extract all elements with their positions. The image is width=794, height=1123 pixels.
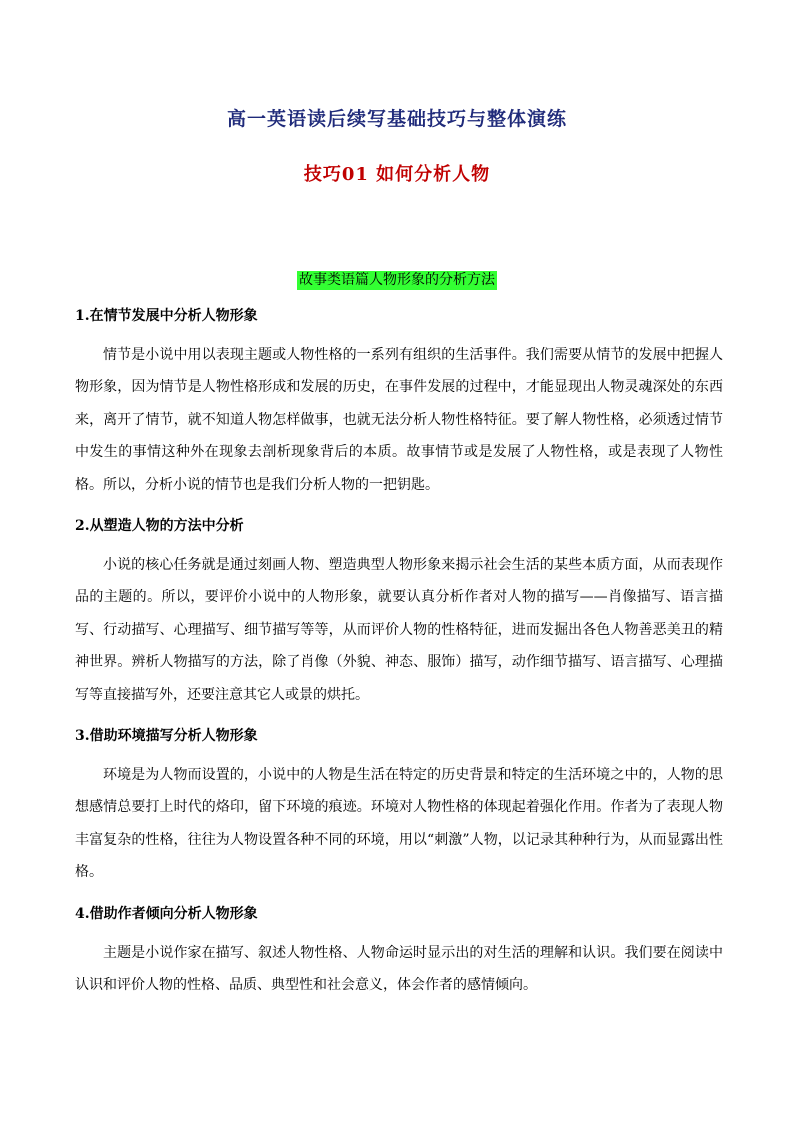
document-subtitle: 技巧01 如何分析人物 bbox=[303, 164, 491, 185]
section-1-heading: 1.在情节发展中分析人物形象 bbox=[75, 308, 258, 324]
section-heading-container bbox=[0, 269, 794, 290]
section-4 bbox=[75, 903, 723, 1002]
section-2-heading: 2.从塑造人物的方法中分析 bbox=[75, 518, 244, 535]
section-4-heading: 4.借助作者倾向分析人物形象 bbox=[75, 905, 258, 922]
document-content bbox=[75, 305, 723, 1016]
section-4-body: 主题是小说作家在描写、叙述人物性格、人物命运时显示出的对生活的理解和认识。我们要在阅读中认识和评价人物的性格、品质、典型性和社会意义，体会作者的感情倾向。 bbox=[75, 944, 723, 994]
section-3 bbox=[75, 725, 723, 889]
section-3-body: 环境是为人物而设置的，小说中的人物是生活在特定的历史背景和特定的生活环境之中的，人物的思想感情总要打上时代的烙印，留下环境的痕迹。环境对人物性格的体现起着强化作用。作者为了表现人物丰富复杂的性格，往往为人物设置各种不同的环境，用以“刺激”人物，以记录其种种行为，从而显露出性格。 bbox=[75, 767, 723, 881]
document-title: 高一英语读后续写基础技巧与整体演练 bbox=[226, 108, 567, 130]
section-3-heading: 3.借助环境描写分析人物形象 bbox=[75, 728, 258, 745]
section-2-body: 小说的核心任务就是通过刻画人物、塑造典型人物形象来揭示社会生活的某些本质方面，从而表现作品的主题的。所以，要评价小说中的人物形象，就要认真分析作者对人物的描写——肖像描写、语言描写、行动描写、心理描写、细节描写等等，从而评价人物的性格特征，进而发掘出各色人物善恶美丑的精神世界。辨析人物描写的方法，除了肖像（外貌、神态、服饰）描写，动作细节描写、语言描写、心理描写等直接描写外，还要注意其它人或景的烘托。 bbox=[75, 557, 723, 703]
section-2 bbox=[75, 515, 723, 711]
section-1-body: 情节是小说中用以表现主题或人物性格的一系列有组织的生活事件。我们需要从情节的发展中把握人物形象，因为情节是人物性格形成和发展的历史，在事件发展的过程中，才能显现出人物灵魂深处的东西来，离开了情节，就不知道人物怎样做事，也就无法分析人物性格特征。要了解人物性格，必须透过情节中发生的事情这种外在现象去剖析现象背后的本质。故事情节或是发展了人物性格，或是表现了人物性格。所以，分析小说的情节也是我们分析人物的一把钥匙。 bbox=[75, 347, 723, 493]
section-1 bbox=[75, 305, 723, 501]
highlighted-section-heading: 故事类语篇人物形象的分析方法 bbox=[299, 272, 495, 288]
